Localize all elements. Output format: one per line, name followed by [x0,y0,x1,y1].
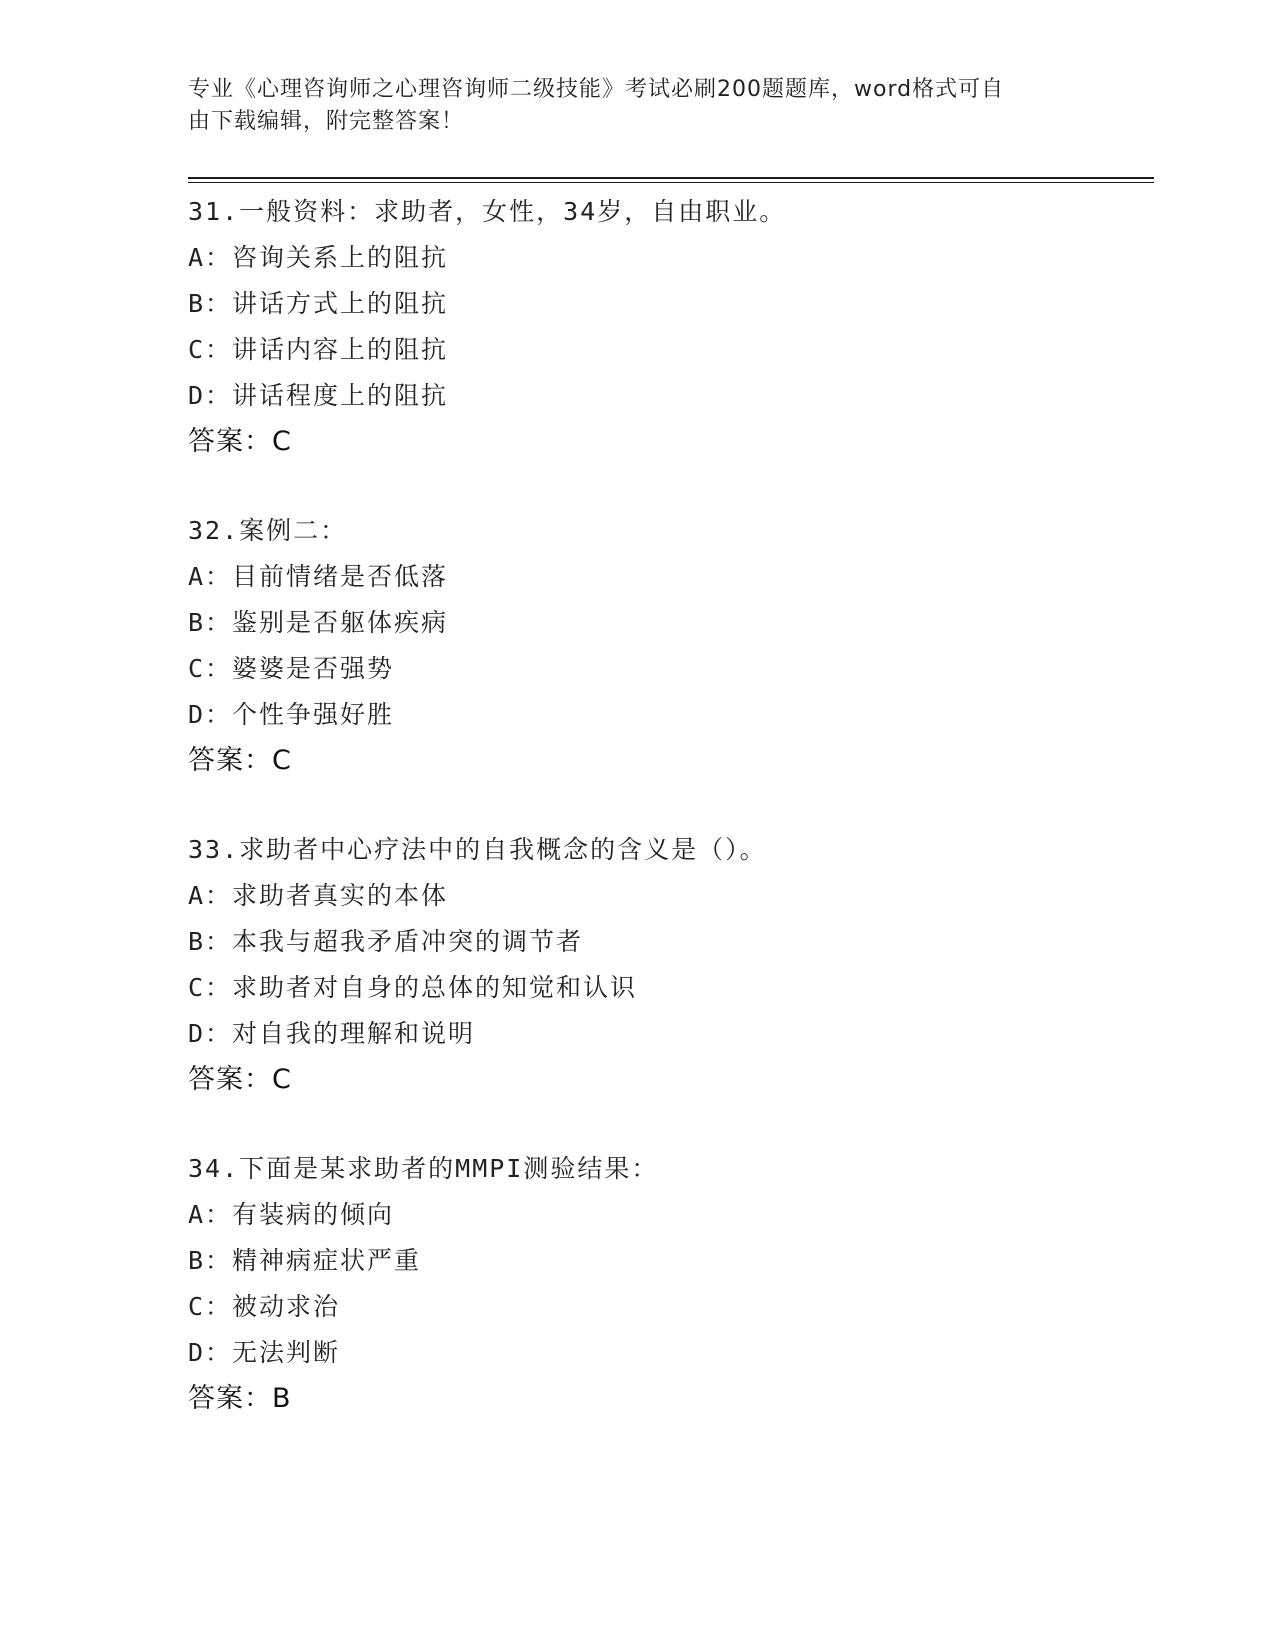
header-line-2: 由下载编辑，附完整答案！ [188,109,465,134]
option-d: D：对自我的理解和说明 [188,1019,476,1048]
question-stem: 31.一般资料：求助者，女性，34岁，自由职业。 [188,197,787,226]
option-a: A：咨询关系上的阻抗 [188,243,449,272]
option-c: C：求助者对自身的总体的知觉和认识 [188,973,638,1002]
option-a: A：求助者真实的本体 [188,881,449,910]
question-31 [188,189,1148,465]
option-b: B：精神病症状严重 [188,1246,422,1275]
option-b: B：本我与超我矛盾冲突的调节者 [188,927,584,956]
option-d: D：无法判断 [188,1338,341,1367]
question-34 [188,1146,1148,1422]
answer-line: 答案：C [188,745,292,776]
answer-line: 答案：C [188,426,292,457]
question-32 [188,508,1148,784]
header-line-1: 专业《心理咨询师之心理咨询师二级技能》考试必刷200题题库，word格式可自 [188,77,1005,102]
option-d: D：个性争强好胜 [188,700,395,729]
question-stem: 33.求助者中心疗法中的自我概念的含义是（）。 [188,835,767,864]
header-divider-thick [188,177,1154,179]
option-d: D：讲话程度上的阻抗 [188,381,449,410]
question-stem: 34.下面是某求助者的MMPI测验结果： [188,1154,659,1183]
option-c: C：讲话内容上的阻抗 [188,335,449,364]
option-a: A：有装病的倾向 [188,1200,395,1229]
option-b: B：讲话方式上的阻抗 [188,289,449,318]
option-c: C：婆婆是否强势 [188,654,395,683]
question-33 [188,827,1148,1103]
option-c: C：被动求治 [188,1292,341,1321]
option-a: A：目前情绪是否低落 [188,562,449,591]
header-divider-thin [188,182,1154,183]
answer-line: 答案：B [188,1383,292,1414]
document-header [188,74,1068,138]
option-b: B：鉴别是否躯体疾病 [188,608,449,637]
question-stem: 32.案例二： [188,516,348,545]
answer-line: 答案：C [188,1064,292,1095]
